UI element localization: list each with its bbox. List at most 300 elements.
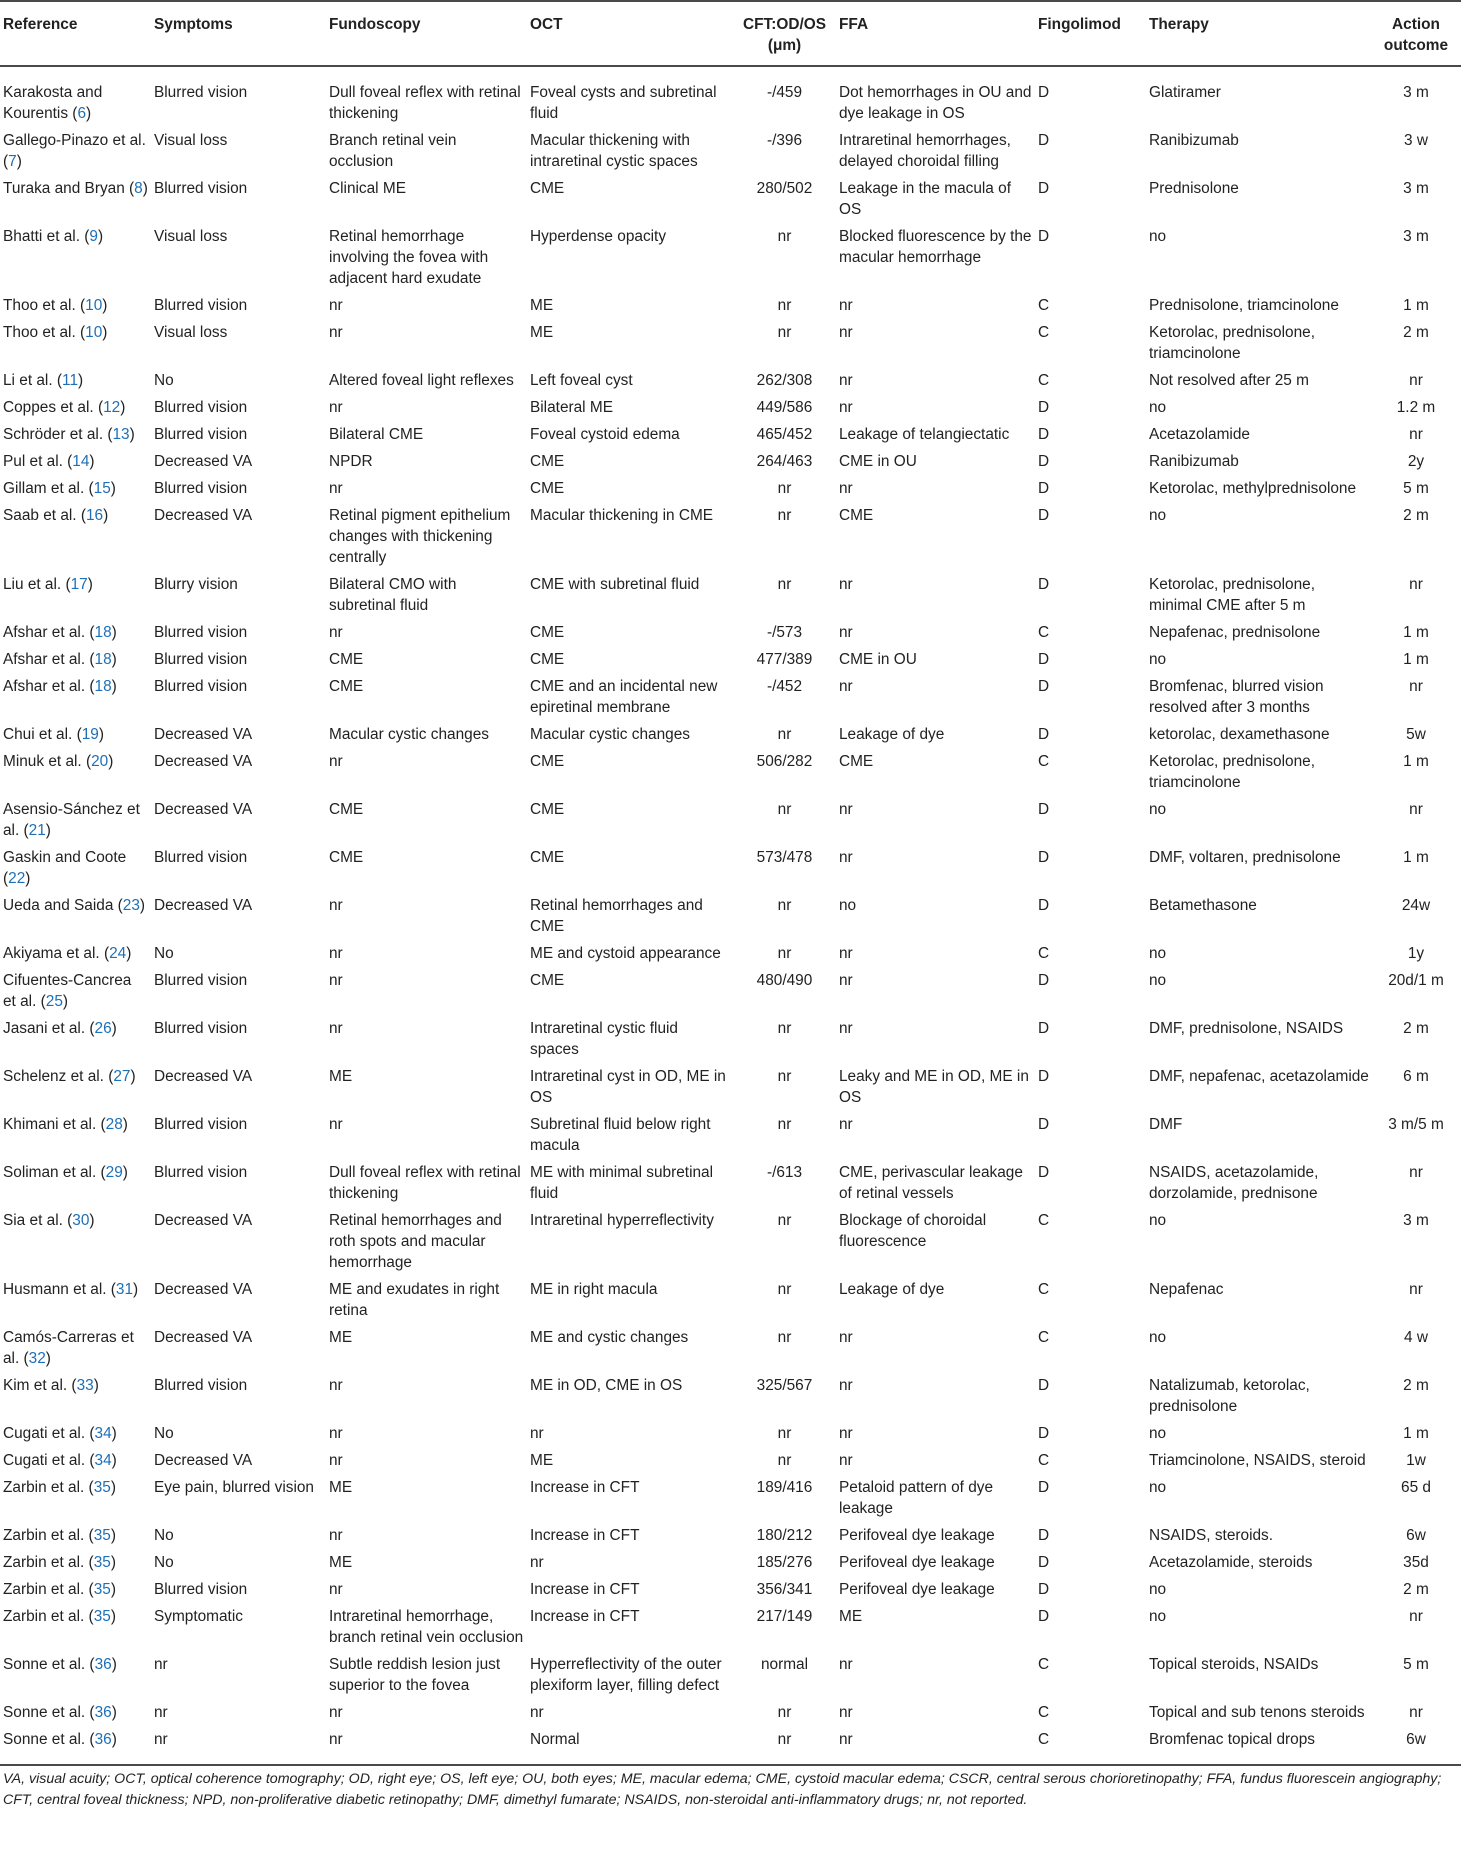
table-row (0, 724, 1461, 751)
reference-authors: Cugati et al. (3, 1425, 86, 1442)
reference-authors: Afshar et al. (3, 624, 86, 641)
cell-cft: nr (777, 297, 792, 314)
cell-cft: nr (777, 507, 792, 524)
cell-fundoscopy: Retinal pigment epithelium changes with thickening centrally (329, 507, 511, 566)
table-row (0, 505, 1461, 574)
cell-fingolimod: C (1038, 372, 1050, 389)
reference-citation-link[interactable]: 30 (72, 1212, 90, 1229)
cell-ffa: nr (839, 297, 853, 314)
reference-citation-link[interactable]: 33 (76, 1377, 94, 1394)
cell-fingolimod: C (1038, 1729, 1149, 1765)
cell-outcome: 3 m (1403, 1212, 1429, 1229)
reference-citation-link[interactable]: 6 (77, 105, 86, 122)
cell-symptoms: nr (154, 1704, 168, 1721)
cell-ffa: CME (839, 753, 874, 770)
table-row (0, 1423, 1461, 1450)
table-row (0, 1702, 1461, 1729)
cell-therapy: Ketorolac, methylprednisolone (1149, 480, 1357, 497)
reference-authors: Soliman et al. (3, 1164, 97, 1181)
reference-citation-link[interactable]: 35 (93, 1581, 111, 1598)
cell-fundoscopy: ME (329, 1479, 353, 1496)
cell-cft: 280/502 (756, 180, 813, 197)
cell-ffa: no (839, 897, 857, 914)
cell-fundoscopy: nr (329, 897, 343, 914)
reference-authors: Zarbin et al. (3, 1581, 85, 1598)
cell-cft: -/396 (766, 132, 803, 149)
cell-fingolimod: D (1038, 132, 1050, 149)
cell-ffa: nr (839, 849, 853, 866)
cell-ffa: Leakage in the macula of OS (839, 180, 1011, 218)
cell-oct: Increase in CFT (530, 1479, 640, 1496)
cell-reference: Coppes et al. (12) (3, 399, 126, 416)
cell-fundoscopy: nr (329, 1425, 343, 1442)
reference-authors: Coppes et al. (3, 399, 94, 416)
cell-symptoms: No (154, 1554, 174, 1571)
cell-oct: Increase in CFT (530, 1608, 640, 1625)
cell-cft: -/459 (766, 84, 803, 101)
reference-citation-link[interactable]: 18 (94, 651, 112, 668)
cell-reference: Soliman et al. (29) (3, 1164, 128, 1181)
cell-ffa: Perifoveal dye leakage (839, 1527, 995, 1544)
reference-authors: Asensio-Sánchez et al. (3, 801, 140, 839)
cell-reference: Saab et al. (16) (3, 507, 109, 524)
cell-symptoms: nr (154, 1729, 329, 1765)
cell-fingolimod: D (1038, 507, 1050, 524)
reference-citation-link[interactable]: 18 (94, 678, 112, 695)
reference-authors: Li et al. (3, 372, 53, 389)
reference-authors: Kim et al. (3, 1377, 68, 1394)
reference-citation-link[interactable]: 31 (115, 1281, 134, 1298)
table-row (0, 1654, 1461, 1702)
reference-citation-link[interactable]: 10 (85, 297, 103, 314)
cell-reference: Sonne et al. (36) (3, 1704, 117, 1721)
reference-citation-link[interactable]: 20 (91, 753, 109, 770)
cell-cft: nr (777, 228, 792, 245)
cell-fundoscopy: nr (329, 1729, 530, 1765)
cell-fingolimod: D (1038, 1425, 1050, 1442)
reference-citation-link[interactable]: 34 (94, 1425, 112, 1442)
cell-outcome: 4 w (1404, 1329, 1428, 1346)
cell-oct: CME (530, 753, 565, 770)
table-header (0, 1, 1461, 66)
table-row (0, 1375, 1461, 1423)
cell-fingolimod: C (1038, 1212, 1050, 1229)
cell-reference: Zarbin et al. (35) (3, 1581, 116, 1598)
cell-symptoms: No (154, 1425, 174, 1442)
reference-citation-link[interactable]: 7 (8, 153, 17, 170)
cell-oct: ME (530, 297, 554, 314)
cell-fundoscopy: nr (329, 624, 343, 641)
cell-reference: Afshar et al. (18) (3, 678, 117, 695)
cell-outcome: 6 m (1403, 1068, 1429, 1085)
cell-oct: Retinal hemorrhages and CME (530, 897, 703, 935)
cell-reference: Ueda and Saida (23) (3, 897, 146, 914)
cell-oct: ME with minimal subretinal fluid (530, 1164, 714, 1202)
cell-fundoscopy: Dull foveal reflex with retinal thickening (329, 1164, 521, 1202)
table-row (0, 66, 1461, 130)
reference-citation-link[interactable]: 36 (94, 1704, 112, 1721)
cell-symptoms: Decreased VA (154, 507, 253, 524)
table-row (0, 895, 1461, 943)
cell-cft: nr (777, 1068, 792, 1085)
cell-outcome: 2 m (1403, 507, 1429, 524)
cell-outcome: 3 m (1403, 180, 1429, 197)
cell-ffa: nr (839, 480, 853, 497)
cell-fingolimod: D (1038, 726, 1050, 743)
cell-symptoms: Visual loss (154, 228, 228, 245)
cell-ffa: nr (839, 372, 853, 389)
cell-ffa: Perifoveal dye leakage (839, 1581, 995, 1598)
reference-citation-link[interactable]: 27 (113, 1068, 131, 1085)
reference-authors: Zarbin et al. (3, 1527, 85, 1544)
cell-oct: ME (530, 324, 554, 341)
table-row (0, 478, 1461, 505)
cell-reference: Zarbin et al. (35) (3, 1527, 116, 1544)
cell-ffa: nr (839, 678, 853, 695)
cell-fingolimod: D (1038, 84, 1050, 101)
reference-authors: Jasani et al. (3, 1020, 86, 1037)
cell-therapy: no (1149, 972, 1167, 989)
cell-reference: Bhatti et al. (9) (3, 228, 104, 245)
cell-oct: ME and cystic changes (530, 1329, 689, 1346)
cell-cft: 480/490 (756, 972, 813, 989)
reference-citation-link[interactable]: 9 (89, 228, 98, 245)
table-row (0, 1477, 1461, 1525)
cell-ffa: CME in OU (839, 453, 917, 470)
cell-ffa: nr (839, 1329, 853, 1346)
cell-symptoms: Decreased VA (154, 753, 253, 770)
cell-cft: nr (777, 480, 792, 497)
table-row (0, 370, 1461, 397)
cell-ffa: nr (839, 972, 853, 989)
cell-fundoscopy: nr (329, 399, 343, 416)
cell-reference: Khimani et al. (28) (3, 1116, 128, 1133)
cell-ffa: Leaky and ME in OD, ME in OS (839, 1068, 1029, 1106)
cell-fingolimod: D (1038, 849, 1050, 866)
cell-reference: Chui et al. (19) (3, 726, 104, 743)
reference-authors: Akiyama et al. (3, 945, 100, 962)
cell-cft: 180/212 (756, 1527, 813, 1544)
cell-ffa: nr (839, 1425, 853, 1442)
cell-fundoscopy: CME (329, 849, 364, 866)
table-footnote: VA, visual acuity; OCT, optical coherence tomography; OD, right eye; OS, left eye; OU, both eyes; ME, macular edema; CME, cystoid macular edema; CSCR, central serous chorioretinopathy; FFA, fundus fluorescein angiography; CFT, central foveal thickness; NPD, non-proliferative diabetic retinopathy; DMF, dimethyl fumarate; NSAIDS, non-steroidal anti-inflammatory drugs; nr, not reported. (3, 1771, 1442, 1808)
reference-authors: Schröder et al. (3, 426, 104, 443)
cell-symptoms: No (154, 1527, 174, 1544)
cell-therapy: Bromfenac, blurred vision resolved after 3 months (1149, 678, 1324, 716)
reference-citation-link[interactable]: 8 (134, 180, 143, 197)
cell-outcome: 1.2 m (1396, 399, 1436, 416)
cell-therapy: Prednisolone, triamcinolone (1149, 297, 1339, 314)
cell-oct: CME (530, 972, 565, 989)
table-row (0, 1114, 1461, 1162)
table-row (0, 1018, 1461, 1066)
reference-citation-link[interactable]: 35 (93, 1527, 111, 1544)
reference-citation-link[interactable]: 10 (85, 324, 103, 341)
cell-therapy: NSAIDS, steroids. (1149, 1527, 1274, 1544)
cell-fundoscopy: nr (329, 297, 343, 314)
cell-therapy: Triamcinolone, NSAIDS, steroid (1149, 1452, 1366, 1469)
cell-ffa: nr (839, 1377, 853, 1394)
cell-cft: nr (777, 801, 792, 818)
table-row (0, 1579, 1461, 1606)
reference-citation-link[interactable]: 26 (94, 1020, 112, 1037)
cell-cft: nr (777, 1425, 792, 1442)
reference-citation-link[interactable]: 15 (93, 480, 111, 497)
cell-therapy: no (1149, 945, 1167, 962)
cell-cft: 189/416 (756, 1479, 813, 1496)
reference-citation-link[interactable]: 22 (8, 870, 26, 887)
table-row (0, 1606, 1461, 1654)
cell-ffa: nr (839, 1020, 853, 1037)
cell-fundoscopy: Intraretinal hemorrhage, branch retinal vein occlusion (329, 1608, 524, 1646)
cell-cft: nr (777, 1329, 792, 1346)
cell-outcome: 6w (1377, 1729, 1461, 1765)
cell-cft: nr (777, 1704, 792, 1721)
reference-authors: Ueda and Saida (3, 897, 114, 914)
cell-fingolimod: C (1038, 1281, 1050, 1298)
cell-therapy: Not resolved after 25 m (1149, 372, 1309, 389)
reference-authors: Gallego-Pinazo et al. (3, 132, 146, 149)
cell-reference: Jasani et al. (26) (3, 1020, 117, 1037)
cell-fundoscopy: nr (329, 1704, 343, 1721)
cell-fundoscopy: Subtle reddish lesion just superior to the fovea (329, 1656, 501, 1694)
cell-outcome: 1 m (1403, 849, 1429, 866)
cell-symptoms: Blurred vision (154, 972, 248, 989)
reference-citation-link[interactable]: 36 (94, 1731, 112, 1748)
reference-citation-link[interactable]: 35 (93, 1608, 111, 1625)
table-row (0, 1279, 1461, 1327)
reference-citation-link[interactable]: 25 (45, 993, 63, 1010)
cell-reference: Asensio-Sánchez et al. (21) (3, 801, 140, 839)
header-cft: CFT:OD/OS (μm) (736, 1, 839, 66)
cell-reference: Zarbin et al. (35) (3, 1479, 116, 1496)
cell-fundoscopy: ME (329, 1068, 353, 1085)
cell-reference: Camós-Carreras et al. (32) (3, 1329, 134, 1367)
cell-symptoms: Symptomatic (154, 1608, 243, 1625)
cell-ffa: ME (839, 1608, 863, 1625)
cell-fundoscopy: nr (329, 1452, 343, 1469)
cell-oct: nr (530, 1704, 544, 1721)
reference-authors: Thoo et al. (3, 297, 76, 314)
cell-outcome: nr (1409, 1281, 1423, 1298)
cell-fundoscopy: nr (329, 945, 343, 962)
reference-authors: Sonne et al. (3, 1704, 86, 1721)
cell-reference: Cugati et al. (34) (3, 1452, 117, 1469)
cell-fingolimod: D (1038, 1527, 1050, 1544)
cell-therapy: Acetazolamide, steroids (1149, 1554, 1313, 1571)
reference-citation-link[interactable]: 23 (122, 897, 140, 914)
table-row (0, 799, 1461, 847)
cell-cft: 262/308 (756, 372, 813, 389)
cell-symptoms: Blurred vision (154, 399, 248, 416)
cell-fingolimod: D (1038, 1581, 1050, 1598)
cell-ffa: Perifoveal dye leakage (839, 1554, 995, 1571)
cell-cft: normal (760, 1656, 809, 1673)
table-row (0, 322, 1461, 370)
reference-citation-link[interactable]: 16 (86, 507, 104, 524)
cell-ffa: nr (839, 801, 853, 818)
cell-reference: Akiyama et al. (24) (3, 945, 132, 962)
header-fundoscopy: Fundoscopy (329, 1, 530, 66)
cell-ffa: nr (839, 945, 853, 962)
cell-reference: Schelenz et al. (27) (3, 1068, 136, 1085)
cell-fingolimod: D (1038, 1479, 1050, 1496)
cell-oct: Intraretinal cyst in OD, ME in OS (530, 1068, 726, 1106)
cell-fundoscopy: Retinal hemorrhages and roth spots and macular hemorrhage (329, 1212, 502, 1271)
cell-reference: Sia et al. (30) (3, 1212, 95, 1229)
reference-authors: Gaskin and Coote (3, 849, 127, 866)
cell-reference: Gallego-Pinazo et al. (7) (3, 132, 146, 170)
cell-reference: Karakosta and Kourentis (6) (3, 84, 103, 122)
cell-outcome: nr (1409, 426, 1423, 443)
reference-citation-link[interactable]: 11 (62, 372, 79, 389)
cell-outcome: nr (1409, 1608, 1423, 1625)
cell-symptoms: Blurry vision (154, 576, 238, 593)
table-row (0, 1162, 1461, 1210)
reference-authors: Thoo et al. (3, 324, 76, 341)
reference-citation-link[interactable]: 36 (94, 1656, 112, 1673)
cell-fundoscopy: nr (329, 1527, 343, 1544)
cell-fingolimod: C (1038, 324, 1050, 341)
cell-oct: Macular thickening in CME (530, 507, 714, 524)
cell-fingolimod: D (1038, 1554, 1050, 1571)
cell-symptoms: Blurred vision (154, 1581, 248, 1598)
cell-cft: nr (777, 897, 792, 914)
table-row (0, 295, 1461, 322)
cell-symptoms: Blurred vision (154, 1164, 248, 1181)
cell-therapy: Ketorolac, prednisolone, triamcinolone (1149, 753, 1315, 791)
cell-oct: CME (530, 480, 565, 497)
cell-outcome: 1w (1406, 1452, 1426, 1469)
cell-outcome: nr (1409, 1164, 1423, 1181)
cell-therapy: no (1149, 507, 1167, 524)
cell-symptoms: Blurred vision (154, 1116, 248, 1133)
reference-citation-link[interactable]: 21 (28, 822, 46, 839)
cell-outcome: 2 m (1403, 324, 1429, 341)
cell-symptoms: Decreased VA (154, 453, 253, 470)
cell-oct: CME (530, 801, 565, 818)
cell-therapy: Topical and sub tenons steroids (1149, 1704, 1365, 1721)
cell-reference: Husmann et al. (31) (3, 1281, 139, 1298)
cell-fundoscopy: nr (329, 753, 343, 770)
header-reference: Reference (0, 1, 154, 66)
cell-outcome: nr (1409, 576, 1423, 593)
cell-fundoscopy: Bilateral CME (329, 426, 424, 443)
cell-therapy: Ranibizumab (1149, 132, 1239, 149)
cell-reference: Liu et al. (17) (3, 576, 93, 593)
cell-ffa: nr (839, 1656, 853, 1673)
cell-fingolimod: D (1038, 651, 1050, 668)
cell-fundoscopy: nr (329, 1581, 343, 1598)
cell-therapy: no (1149, 1212, 1167, 1229)
cell-fundoscopy: ME and exudates in right retina (329, 1281, 500, 1319)
cell-symptoms: Blurred vision (154, 678, 248, 695)
table-row (0, 178, 1461, 226)
cell-cft: 185/276 (756, 1554, 813, 1571)
cell-ffa: Blocked fluorescence by the macular hemorrhage (839, 228, 1032, 266)
reference-citation-link[interactable]: 35 (93, 1479, 111, 1496)
cell-symptoms: Blurred vision (154, 849, 248, 866)
cell-fingolimod: D (1038, 426, 1050, 443)
cell-ffa: CME, perivascular leakage of retinal vessels (839, 1164, 1023, 1202)
reference-authors: Cugati et al. (3, 1452, 86, 1469)
cell-fingolimod: D (1038, 1608, 1050, 1625)
cell-therapy: Bromfenac topical drops (1149, 1729, 1377, 1765)
cell-therapy: no (1149, 1329, 1167, 1346)
table-row (0, 751, 1461, 799)
cell-fingolimod: C (1038, 1656, 1050, 1673)
reference-citation-link[interactable]: 35 (93, 1554, 111, 1571)
reference-citation-link[interactable]: 14 (72, 453, 90, 470)
reference-authors: Karakosta and Kourentis (3, 84, 103, 122)
reference-authors: Saab et al. (3, 507, 77, 524)
cell-ffa: Blockage of choroidal fluorescence (839, 1212, 987, 1250)
cell-cft: 325/567 (756, 1377, 813, 1394)
reference-citation-link[interactable]: 29 (105, 1164, 123, 1181)
cell-ffa: Leakage of telangiectatic (839, 426, 1010, 443)
cell-outcome: 5 m (1403, 1656, 1429, 1673)
cell-symptoms: Decreased VA (154, 897, 253, 914)
cell-oct: Intraretinal hyperreflectivity (530, 1212, 714, 1229)
cell-reference: Pul et al. (14) (3, 453, 95, 470)
cell-fundoscopy: Dull foveal reflex with retinal thickening (329, 84, 521, 122)
header-fingolimod: Fingolimod (1038, 1, 1149, 66)
reference-citation-link[interactable]: 13 (112, 426, 130, 443)
reference-citation-link[interactable]: 19 (81, 726, 99, 743)
cell-therapy: Topical steroids, NSAIDs (1149, 1656, 1319, 1673)
header-ffa: FFA (839, 1, 1038, 66)
cell-ffa: Leakage of dye (839, 726, 945, 743)
cell-symptoms: Decreased VA (154, 1329, 253, 1346)
cell-cft: 465/452 (756, 426, 813, 443)
cell-fundoscopy: nr (329, 480, 343, 497)
cell-fingolimod: C (1038, 297, 1050, 314)
reference-citation-link[interactable]: 17 (70, 576, 88, 593)
cell-oct: nr (530, 1425, 544, 1442)
cell-fundoscopy: Macular cystic changes (329, 726, 489, 743)
cell-cft: nr (777, 1116, 792, 1133)
reference-authors: Bhatti et al. (3, 228, 80, 245)
table-row (0, 130, 1461, 178)
cell-cft: -/613 (766, 1164, 803, 1181)
reference-authors: Afshar et al. (3, 678, 86, 695)
reference-citation-link[interactable]: 24 (109, 945, 127, 962)
cell-fundoscopy: ME (329, 1554, 353, 1571)
reference-authors: Sonne et al. (3, 1731, 86, 1748)
header-symptoms: Symptoms (154, 1, 329, 66)
cell-symptoms: Visual loss (154, 132, 228, 149)
cell-therapy: Acetazolamide (1149, 426, 1250, 443)
reference-citation-link[interactable]: 34 (94, 1452, 112, 1469)
reference-citation-link[interactable]: 28 (105, 1116, 123, 1133)
cell-fundoscopy: ME (329, 1329, 353, 1346)
table-row (0, 1450, 1461, 1477)
reference-authors: Camós-Carreras et al. (3, 1329, 134, 1367)
reference-citation-link[interactable]: 18 (94, 624, 112, 641)
header-therapy: Therapy (1149, 1, 1377, 66)
reference-citation-link[interactable]: 32 (28, 1350, 46, 1367)
cell-oct: Left foveal cyst (530, 372, 633, 389)
cell-reference: Gillam et al. (15) (3, 480, 116, 497)
cell-fingolimod: D (1038, 678, 1050, 695)
cell-ffa: nr (839, 1704, 853, 1721)
cell-cft: nr (777, 726, 792, 743)
cell-oct: Macular cystic changes (530, 726, 690, 743)
cell-cft: nr (777, 576, 792, 593)
reference-authors: Afshar et al. (3, 651, 86, 668)
cell-oct: Intraretinal cystic fluid spaces (530, 1020, 678, 1058)
reference-citation-link[interactable]: 12 (103, 399, 121, 416)
